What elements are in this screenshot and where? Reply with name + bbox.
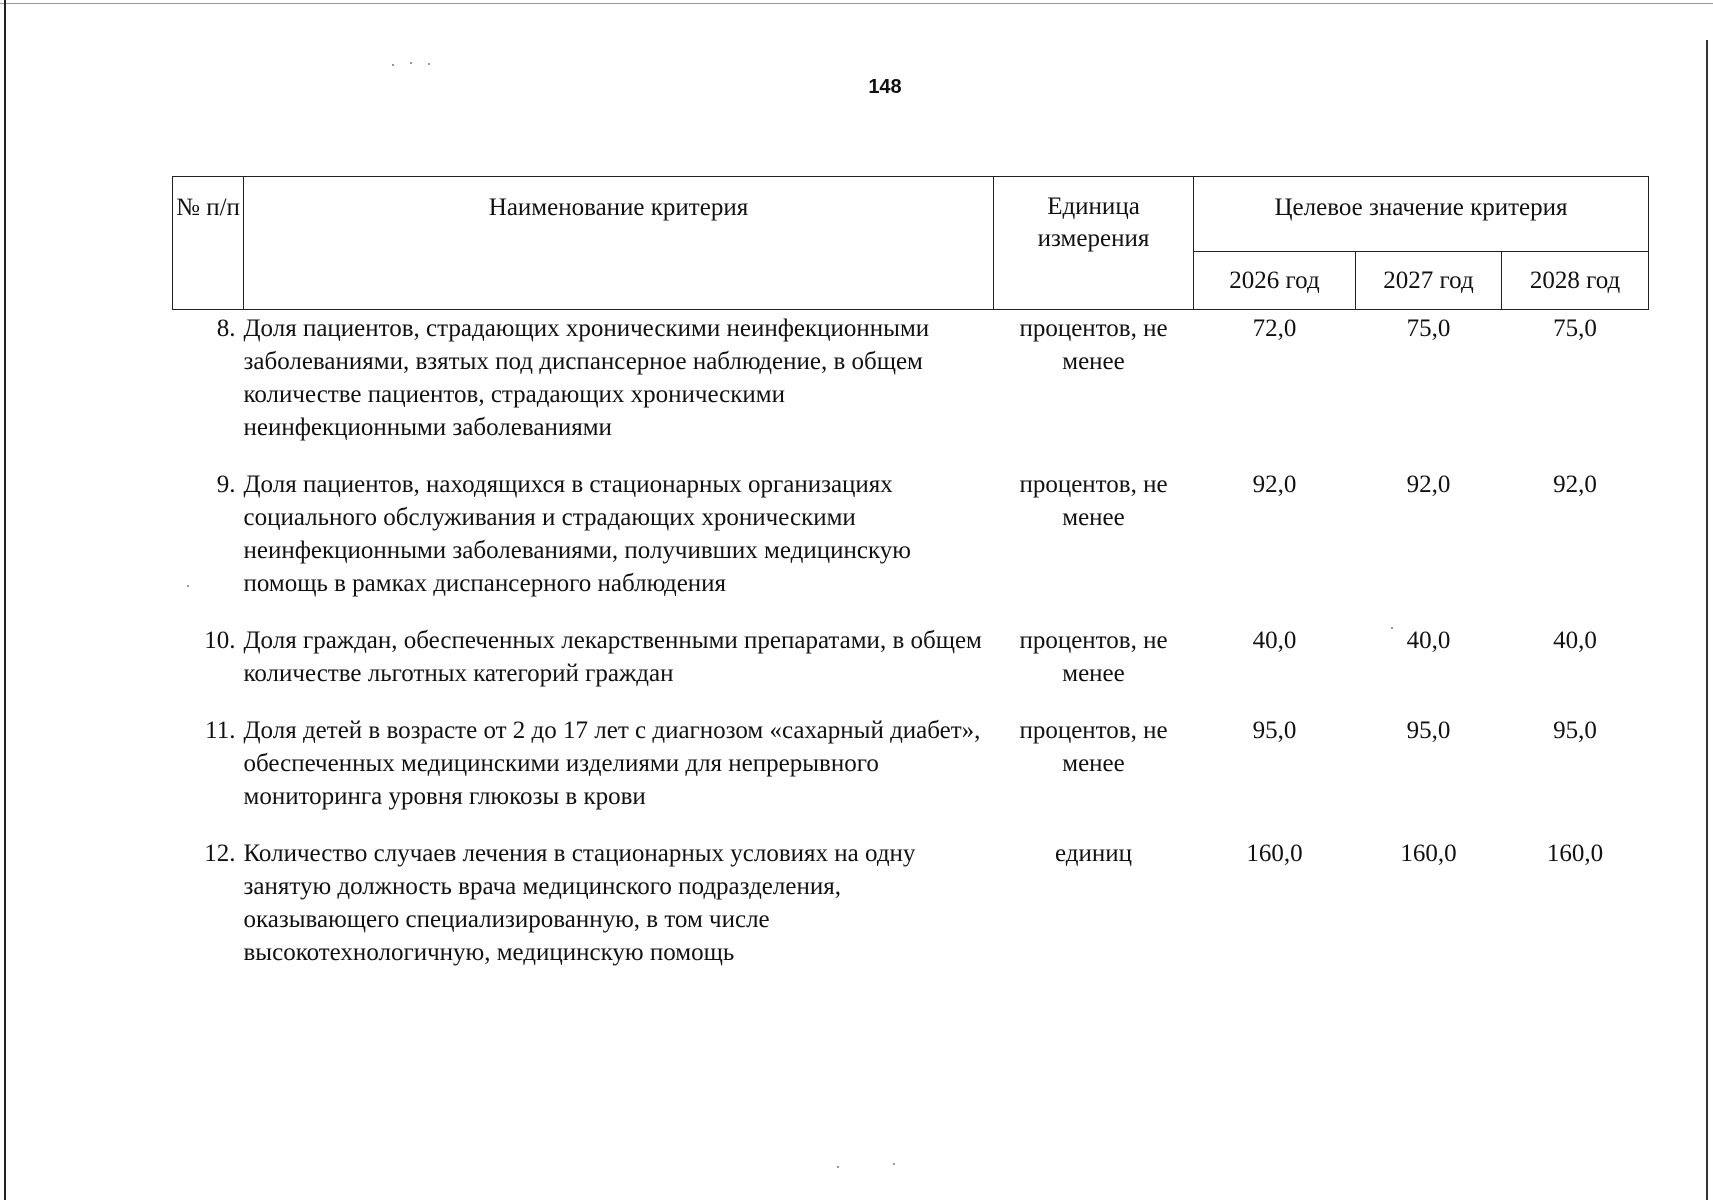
page-left-edge	[4, 0, 6, 1200]
header-year-2026: 2026 год	[1194, 252, 1356, 310]
unit-cell: процентов, не менее	[1019, 471, 1168, 531]
table-row	[173, 622, 1649, 690]
row-number: 11.	[205, 717, 236, 744]
value-2027: 92,0	[1406, 471, 1451, 498]
row-number: 12.	[204, 840, 236, 867]
criterion-name: Доля граждан, обеспеченных лекарственными препаратами, в общем количестве льготных категорий граждан	[243, 627, 982, 687]
page-right-edge	[1706, 40, 1708, 1200]
value-2028: 95,0	[1553, 717, 1597, 744]
scan-speck	[837, 1166, 839, 1168]
unit-cell: единиц	[1054, 840, 1132, 867]
criterion-name: Количество случаев лечения в стационарных условиях на одну занятую должность врача медицинского подразделения, оказывающего специализированную, в том числе высокотехнологичную, медицинскую помощь	[243, 840, 916, 966]
scan-speck	[893, 1163, 895, 1165]
value-2026: 92,0	[1252, 471, 1297, 498]
table-row	[173, 310, 1649, 445]
page-top-edge	[0, 3, 1713, 4]
page-number: 148	[868, 76, 902, 98]
value-2028: 92,0	[1553, 471, 1597, 498]
criterion-name: Доля пациентов, страдающих хроническими неинфекционными заболеваниями, взятых под диспансерное наблюдение, в общем количестве пациентов, страдающих хроническими неинфекционными заболеваниями	[243, 315, 930, 441]
criterion-name: Доля пациентов, находящихся в стационарных организациях социального обслуживания и страдающих хроническими неинфекционными заболеваниями, получивших медицинскую помощь в рамках диспансерного наблюдения	[243, 471, 911, 597]
row-number: 9.	[216, 471, 236, 498]
scan-speck	[392, 64, 394, 66]
header-target-value: Целевое значение критерия	[1194, 177, 1649, 252]
criteria-table	[172, 176, 1649, 969]
header-year-2027: 2027 год	[1356, 252, 1502, 310]
value-2026: 160,0	[1246, 840, 1303, 867]
unit-cell: процентов, не менее	[1019, 315, 1168, 375]
value-2027: 95,0	[1406, 717, 1451, 744]
table-row	[173, 466, 1649, 600]
criterion-name: Доля детей в возрасте от 2 до 17 лет с диагнозом «сахарный диабет», обеспеченных медицинскими изделиями для непрерывного мониторинга уровня глюкозы в крови	[243, 717, 981, 810]
value-2026: 95,0	[1252, 717, 1297, 744]
table-row	[173, 835, 1649, 969]
scan-speck	[410, 62, 412, 64]
value-2028: 40,0	[1553, 627, 1597, 654]
table-row	[173, 712, 1649, 813]
header-number: № п/п	[173, 177, 244, 310]
unit-cell: процентов, не менее	[1019, 717, 1168, 777]
value-2027: 160,0	[1400, 840, 1457, 867]
scan-speck	[428, 63, 430, 65]
row-number: 10.	[204, 627, 236, 654]
header-year-2028: 2028 год	[1502, 252, 1649, 310]
value-2028: 160,0	[1546, 840, 1604, 867]
value-2027: 75,0	[1406, 315, 1451, 342]
row-number: 8.	[216, 315, 236, 342]
value-2028: 75,0	[1553, 315, 1597, 342]
header-unit: Единица измерения	[994, 177, 1194, 310]
value-2026: 40,0	[1252, 627, 1297, 654]
value-2027: 40,0	[1406, 627, 1451, 654]
unit-cell: процентов, не менее	[1019, 627, 1168, 687]
table-header-row	[173, 177, 1649, 252]
header-criterion-name: Наименование критерия	[244, 177, 994, 310]
value-2026: 72,0	[1252, 315, 1297, 342]
